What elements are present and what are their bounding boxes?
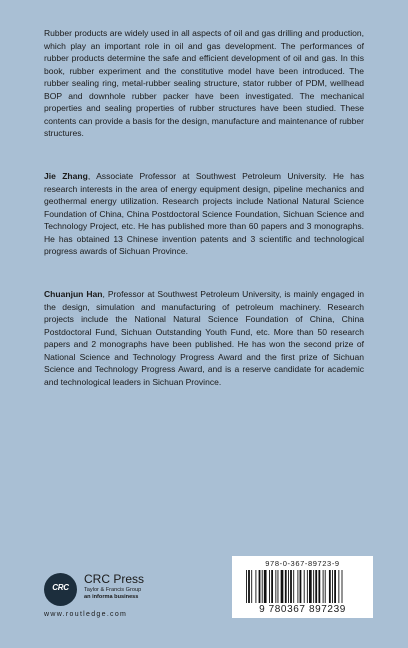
barcode-bar bbox=[290, 570, 292, 603]
barcode-bar bbox=[297, 570, 298, 603]
author-name-1: Jie Zhang bbox=[44, 171, 88, 181]
barcode-bar bbox=[262, 570, 263, 603]
author-bio-2 bbox=[44, 288, 364, 388]
author-bio-text-2: , Professor at Southwest Petroleum University, is mainly engaged in the design, simulation and manufacturing of petroleum machinery. Research projects include the National Natural Science Foundation of China, China Postdoctoral Fund, Sichuan Outstanding Youth Fund, etc. More than 50 research papers and 2 monographs have been published. He has won the second prize of National Science and Technology Progress Award and the first prize of Sichuan Science and Technology Progress Award, and is a reserve candidate for academic and technological leaders in Sichuan Province. bbox=[44, 289, 364, 387]
barcode-bar bbox=[323, 570, 324, 603]
barcode-bar bbox=[329, 570, 331, 603]
book-description: Rubber products are widely used in all aspects of oil and gas drilling and production, which play an important role in oil and gas development. The performances of rubber products determine the safe and efficient development of oil and gas. In this book, rubber experiment and the constitutive model have been introduced. The rubber sealing ring, metal-rubber sealing structure, stator rubber of PDM, wellhead BOP and downhole rubber packer have been investigated. The mechanical properties and sealing properties of rubber structures have been studied. These contents can provide a basis for the design, manufacture and maintenance of rubber structures. bbox=[44, 28, 364, 139]
barcode-bar bbox=[255, 570, 256, 603]
barcode-bar bbox=[318, 570, 320, 603]
barcode-bar bbox=[315, 570, 317, 603]
barcode-bar bbox=[275, 570, 276, 603]
crc-logo-icon bbox=[44, 573, 77, 606]
barcode-bar bbox=[264, 570, 267, 603]
author-bio-text-1: , Associate Professor at Southwest Petroleum University. He has research interests in the area of energy equipment design, pipeline mechanics and geothermal energy utilization. Research projects include National Natural Science Foundation of China, China Postdoctoral Science Foundation, Sichuan Science and Technology Project, etc. He has published more than 60 papers and 3 monographs. He has obtained 13 Chinese invention patents and 3 scientific and technological progress awards of Sichuan Province. bbox=[44, 171, 364, 257]
barcode-bar bbox=[246, 570, 247, 603]
barcode-bar bbox=[269, 570, 270, 603]
barcode-bar bbox=[288, 570, 289, 603]
barcode-bar bbox=[325, 570, 326, 603]
barcode-bar bbox=[304, 570, 305, 603]
barcode-bar bbox=[334, 570, 336, 603]
barcode-bar bbox=[342, 570, 343, 603]
publisher-informa: an informa business bbox=[84, 594, 139, 600]
barcode-bar bbox=[307, 570, 308, 603]
barcode-bar bbox=[285, 570, 287, 603]
barcode-bar bbox=[259, 570, 261, 603]
author-name-2: Chuanjun Han bbox=[44, 289, 103, 299]
publisher-url: www.routledge.com bbox=[44, 611, 128, 618]
barcode-bar bbox=[293, 570, 294, 603]
isbn-barcode bbox=[232, 556, 373, 618]
barcode-bar bbox=[338, 570, 339, 603]
isbn-number: 978-0-367-89723-9 bbox=[265, 559, 340, 568]
author-bio-1 bbox=[44, 170, 364, 258]
barcode-bar bbox=[271, 570, 273, 603]
barcode-bar bbox=[251, 570, 252, 603]
barcode-bar bbox=[313, 570, 314, 603]
ean-number: 9 780367 897239 bbox=[259, 604, 346, 615]
barcode-bar bbox=[281, 570, 284, 603]
crc-logo-text: CRC bbox=[52, 583, 69, 592]
barcode-bar bbox=[278, 570, 279, 603]
barcode-bar bbox=[309, 570, 312, 603]
barcode-bar bbox=[332, 570, 333, 603]
publisher-group: Taylor & Francis Group bbox=[84, 587, 142, 593]
barcode-bar bbox=[300, 570, 302, 603]
barcode-bar bbox=[248, 570, 250, 603]
publisher-name: CRC Press bbox=[84, 572, 145, 586]
